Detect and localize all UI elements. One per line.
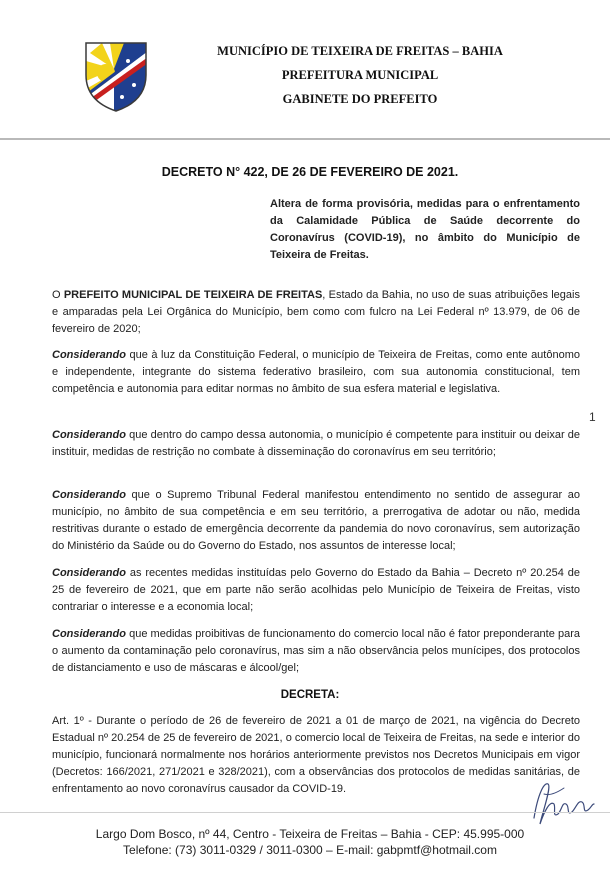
considerando-text: que dentro do campo dessa autonomia, o município é competente para instituir ou deixar de instituir, medidas de restrição no combate à disseminação do coronavírus em seu território; [52, 429, 580, 458]
signature-icon [528, 774, 598, 830]
header-prefeitura: PREFEITURA MUNICIPAL [281, 68, 439, 82]
considerando-text: as recentes medidas instituídas pelo Governo do Estado da Bahia – Decreto nº 20.254 de 25 de fevereiro de 2021, que em parte não serão acolhidas pelo Município de Teixeira de Freitas, visto contrariar o interesse e a economia local; [52, 567, 580, 613]
preamble-paragraph [52, 287, 580, 338]
header-gabinete: GABINETE DO PREFEITO [282, 92, 438, 106]
footer-contact: Telefone: (73) 3011-0329 / 3011-0300 – E-mail: gabpmtf@hotmail.com [123, 843, 497, 857]
considerando-text: que medidas proibitivas de funcionamento do comercio local não é fator preponderante para o aumento da contaminação pelo coronavírus, mas sim a não observância pelos munícipes, dos protocolos de distanciamento e uso de máscaras e álcool/gel; [52, 628, 580, 674]
considerando-paragraph [52, 626, 580, 677]
footer-divider [0, 812, 610, 813]
considerando-text: que o Supremo Tribunal Federal manifestou entendimento no sentido de assegurar ao município, no âmbito de sua competência e em seu território, a prerrogativa de adotar ou não, medida restritivas durante o estado de emergência decorrente da pandemia do novo coronavírus, sem autorização do Ministério da Saúde ou do Governo do Estado, nos assuntos de interesse local; [52, 489, 580, 552]
considerando-lead: Considerando [52, 567, 126, 579]
considerando-paragraph [52, 487, 580, 555]
considerando-paragraph [52, 347, 580, 398]
preamble-rest: , Estado da Bahia, no uso de suas atribuições legais e amparadas pela Lei Orgânica do Município, bem como com fulcro na Lei Federal nº 13.979, de 06 de fevereiro de 2020; [52, 289, 580, 335]
considerando-lead: Considerando [52, 429, 126, 441]
considerando-text: que à luz da Constituição Federal, o município de Teixeira de Freitas, como ente autônomo e independente, integrante do sistema federativo brasileiro, com sua autonomia constitucional, tem competência e autonomia para editar normas no âmbito de sua esfera material e legislativa. [52, 349, 580, 395]
considerando-lead: Considerando [52, 489, 126, 501]
footer-address: Largo Dom Bosco, nº 44, Centro - Teixeira de Freitas – Bahia - CEP: 45.995-000 [95, 827, 525, 841]
page-number: 1 [589, 410, 596, 424]
considerando-paragraph [52, 565, 580, 616]
decree-ementa: Altera de forma provisória, medidas para o enfrentamento da Calamidade Pública de Saúde decorrente do Coronavírus (COVID-19), no âmbito do Município de Teixeira de Freitas. [270, 198, 580, 261]
considerando-lead: Considerando [52, 628, 126, 640]
preamble-intro: O [52, 289, 64, 301]
header-divider [0, 138, 610, 140]
considerando-lead: Considerando [52, 349, 126, 361]
municipal-crest-icon [84, 41, 148, 113]
decree-title: DECRETO N° 422, DE 26 DE FEVEREIRO DE 2021. [161, 165, 459, 179]
article-1: Art. 1º - Durante o período de 26 de fevereiro de 2021 a 01 de março de 2021, na vigência do Decreto Estadual nº 20.254 de 25 de fevereiro de 2021, o comercio local de Teixeira de Freitas, na sede e interior do município, funcionará normalmente nos horários anteriormente previstos nos Decretos Municipais em vigor (Decretos: 166/2021, 271/2021 e 328/2021), com a observâncias dos protocolos de medidas sanitárias, de enfrentamento ao novo coronavírus causador da COVID-19. [52, 715, 580, 795]
considerando-paragraph [52, 427, 580, 461]
preamble-subject: PREFEITO MUNICIPAL DE TEIXEIRA DE FREITAS [63, 289, 323, 301]
header-municipality: MUNICÍPIO DE TEIXEIRA DE FREITAS – BAHIA [217, 44, 503, 58]
decreta-heading: DECRETA: [280, 689, 340, 701]
